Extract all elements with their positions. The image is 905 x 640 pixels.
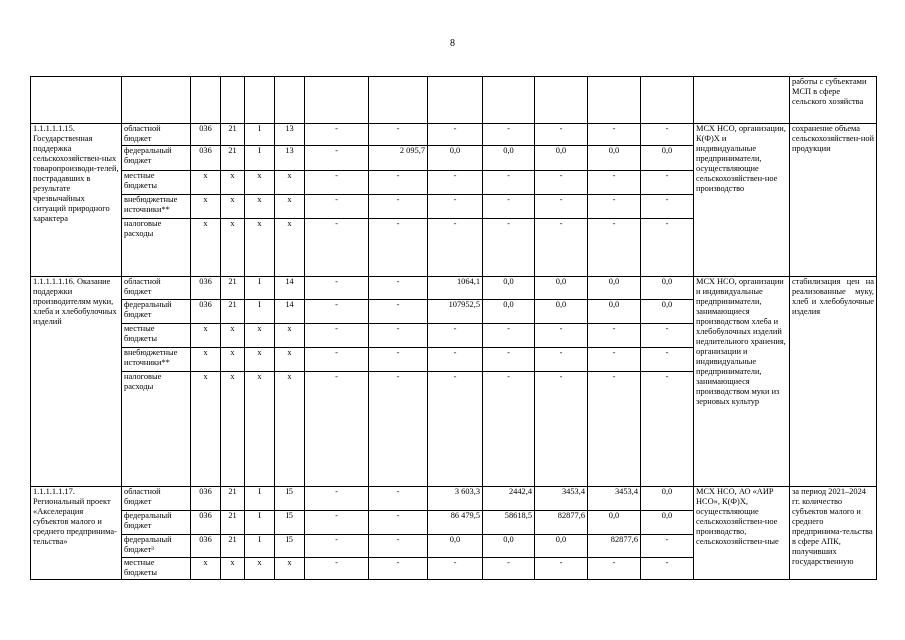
code-cell: 21 xyxy=(221,487,245,511)
value-cell: 86 479,5 xyxy=(428,511,483,535)
code-cell: 036 xyxy=(191,277,221,300)
value-cell: - xyxy=(305,372,369,487)
value-cell: 2 095,7 xyxy=(369,146,428,171)
result-cell: сохранение объема сельскохозяйствен-ной продукции xyxy=(790,124,877,277)
value-cell: 0,0 xyxy=(535,146,588,171)
value-cell: - xyxy=(535,558,588,580)
code-cell: 036 xyxy=(191,300,221,324)
executor-cell: МСХ НСО, АО «АИР НСО», К(Ф)Х, осуществляющие сельскохозяйствен-ное производство, сельскохозяйствен-ные xyxy=(694,487,790,580)
result-cell: стабилизация цен на реализованные муку, хлеб и хлебобулочные изделия xyxy=(790,277,877,487)
group-16 xyxy=(31,277,877,487)
source-cell: областной бюджет xyxy=(122,124,191,146)
value-cell: - xyxy=(535,124,588,146)
group-15 xyxy=(31,124,877,277)
value-cell: - xyxy=(483,558,535,580)
code-cell: x xyxy=(275,558,305,580)
code-cell: 14 xyxy=(275,300,305,324)
value-cell: - xyxy=(369,300,428,324)
code-cell: x xyxy=(191,219,221,277)
value-cell: - xyxy=(428,124,483,146)
code-cell: I xyxy=(245,487,275,511)
value-cell: - xyxy=(305,124,369,146)
code-cell: 21 xyxy=(221,511,245,535)
value-cell: 0,0 xyxy=(483,535,535,558)
code-cell: x xyxy=(275,171,305,195)
code-cell: 21 xyxy=(221,146,245,171)
code-cell: 21 xyxy=(221,277,245,300)
code-cell: I xyxy=(245,300,275,324)
measure-name: 1.1.1.1.1.16. Оказание поддержки производителям муки, хлеба и хлебобулочных изделий xyxy=(31,277,122,487)
value-cell: - xyxy=(483,171,535,195)
value-cell: 0,0 xyxy=(641,300,694,324)
value-cell: - xyxy=(588,348,641,372)
value-cell: - xyxy=(535,219,588,277)
value-cell: 0,0 xyxy=(641,277,694,300)
code-cell: x xyxy=(191,195,221,219)
code-cell: 036 xyxy=(191,487,221,511)
value-cell: 0,0 xyxy=(588,277,641,300)
value-cell: - xyxy=(305,535,369,558)
code-cell: x xyxy=(275,372,305,487)
source-cell: налоговые расходы xyxy=(122,372,191,487)
value-cell: - xyxy=(305,195,369,219)
source-cell: налоговые расходы xyxy=(122,219,191,277)
source-cell: федеральный бюджет xyxy=(122,511,191,535)
value-cell: - xyxy=(369,535,428,558)
code-cell: x xyxy=(221,348,245,372)
value-cell: - xyxy=(305,300,369,324)
value-cell: - xyxy=(641,324,694,348)
code-cell: 036 xyxy=(191,146,221,171)
source-cell: федеральный бюджет³ xyxy=(122,535,191,558)
value-cell: 3 603,3 xyxy=(428,487,483,511)
value-cell: - xyxy=(369,372,428,487)
value-cell: - xyxy=(588,372,641,487)
value-cell: 0,0 xyxy=(535,535,588,558)
value-cell: - xyxy=(535,348,588,372)
source-cell: местные бюджеты xyxy=(122,324,191,348)
code-cell: 036 xyxy=(191,511,221,535)
value-cell: - xyxy=(641,124,694,146)
value-cell: - xyxy=(428,324,483,348)
result-cell: работы с субъектами МСП в сфере сельского хозяйства xyxy=(790,77,877,124)
value-cell: - xyxy=(641,195,694,219)
value-cell: - xyxy=(369,124,428,146)
value-cell: 82877,6 xyxy=(588,535,641,558)
source-cell: областной бюджет xyxy=(122,487,191,511)
value-cell: 0,0 xyxy=(588,511,641,535)
value-cell: - xyxy=(369,348,428,372)
value-cell: 107952,5 xyxy=(428,300,483,324)
value-cell: - xyxy=(588,219,641,277)
value-cell: - xyxy=(641,348,694,372)
source-cell: областной бюджет xyxy=(122,277,191,300)
value-cell: - xyxy=(483,372,535,487)
measure-name: 1.1.1.1.1.15. Государственная поддержка сельскохозяйствен-ных товаропроизводи-телей, пострадавших в результате чрезвычайных ситуаций природного характера xyxy=(31,124,122,277)
code-cell: 036 xyxy=(191,535,221,558)
executor-cell: МСХ НСО, организации и индивидуальные предприниматели, занимающиеся производством хлеба и хлебобулочных изделий недлительного хранения, организации и индивидуальные предприниматели, занимающиеся производством муки из зерновых культур xyxy=(694,277,790,487)
value-cell: 2442,4 xyxy=(483,487,535,511)
code-cell: x xyxy=(245,171,275,195)
value-cell: - xyxy=(483,219,535,277)
code-cell: I xyxy=(245,124,275,146)
value-cell: 3453,4 xyxy=(588,487,641,511)
value-cell: - xyxy=(369,324,428,348)
code-cell: x xyxy=(275,324,305,348)
code-cell: 21 xyxy=(221,124,245,146)
value-cell: - xyxy=(428,219,483,277)
code-cell: x xyxy=(275,195,305,219)
code-cell: x xyxy=(245,219,275,277)
value-cell: - xyxy=(369,171,428,195)
value-cell: 0,0 xyxy=(428,146,483,171)
code-cell: x xyxy=(221,219,245,277)
value-cell: 1064,1 xyxy=(428,277,483,300)
value-cell: - xyxy=(641,219,694,277)
measure-name: 1.1.1.1.1.17. Региональный проект «Акселерация субъектов малого и среднего предпринима-тельства» xyxy=(31,487,122,580)
value-cell: - xyxy=(641,535,694,558)
value-cell: - xyxy=(305,219,369,277)
value-cell: 0,0 xyxy=(483,300,535,324)
code-cell: x xyxy=(191,372,221,487)
value-cell: 0,0 xyxy=(641,487,694,511)
code-cell: I5 xyxy=(275,487,305,511)
code-cell: x xyxy=(245,195,275,219)
code-cell: 21 xyxy=(221,535,245,558)
value-cell: - xyxy=(305,558,369,580)
value-cell: - xyxy=(535,372,588,487)
code-cell: 036 xyxy=(191,124,221,146)
value-cell: - xyxy=(428,171,483,195)
value-cell: - xyxy=(305,171,369,195)
result-cell: за период 2021–2024 гг. количество субъектов малого и среднего предпринима-тельства в сфере АПК, получивших государственную xyxy=(790,487,877,580)
code-cell: I5 xyxy=(275,535,305,558)
code-cell: x xyxy=(191,348,221,372)
value-cell: - xyxy=(305,348,369,372)
code-cell: x xyxy=(245,372,275,487)
value-cell: 0,0 xyxy=(641,146,694,171)
value-cell: - xyxy=(369,558,428,580)
value-cell: - xyxy=(535,171,588,195)
source-cell: федеральный бюджет xyxy=(122,146,191,171)
value-cell: - xyxy=(483,195,535,219)
value-cell: - xyxy=(588,124,641,146)
value-cell: - xyxy=(588,171,641,195)
code-cell: x xyxy=(275,219,305,277)
group-17 xyxy=(31,487,877,580)
source-cell: внебюджетные источники** xyxy=(122,195,191,219)
value-cell: - xyxy=(428,372,483,487)
financing-table xyxy=(30,76,877,580)
value-cell: - xyxy=(305,487,369,511)
value-cell: 0,0 xyxy=(588,146,641,171)
code-cell: I xyxy=(245,146,275,171)
code-cell: x xyxy=(245,558,275,580)
value-cell: 0,0 xyxy=(588,300,641,324)
source-cell: федеральный бюджет xyxy=(122,300,191,324)
value-cell: 82877,6 xyxy=(535,511,588,535)
value-cell: 0,0 xyxy=(483,277,535,300)
source-cell: местные бюджеты xyxy=(122,171,191,195)
value-cell: - xyxy=(483,124,535,146)
value-cell: - xyxy=(428,195,483,219)
code-cell: x xyxy=(221,195,245,219)
value-cell: - xyxy=(535,195,588,219)
code-cell: x xyxy=(221,558,245,580)
value-cell: - xyxy=(641,372,694,487)
value-cell: 0,0 xyxy=(483,146,535,171)
code-cell: I xyxy=(245,535,275,558)
value-cell: - xyxy=(305,146,369,171)
value-cell: - xyxy=(483,324,535,348)
value-cell: 58618,5 xyxy=(483,511,535,535)
code-cell: x xyxy=(221,372,245,487)
source-cell: внебюджетные источники** xyxy=(122,348,191,372)
executor-cell: МСХ НСО, организации, К(Ф)Х и индивидуальные предприниматели, осуществляющие сельскохозяйствен-ное производство xyxy=(694,124,790,277)
code-cell: 21 xyxy=(221,300,245,324)
value-cell: - xyxy=(428,348,483,372)
value-cell: - xyxy=(535,324,588,348)
value-cell: - xyxy=(588,558,641,580)
value-cell: - xyxy=(369,219,428,277)
value-cell: 0,0 xyxy=(641,511,694,535)
value-cell: - xyxy=(369,487,428,511)
code-cell: x xyxy=(191,324,221,348)
code-cell: I5 xyxy=(275,511,305,535)
value-cell: - xyxy=(305,511,369,535)
value-cell: - xyxy=(305,324,369,348)
code-cell: x xyxy=(275,348,305,372)
value-cell: - xyxy=(369,277,428,300)
value-cell: - xyxy=(483,348,535,372)
top-row xyxy=(31,77,877,124)
value-cell: - xyxy=(588,195,641,219)
code-cell: x xyxy=(245,348,275,372)
value-cell: - xyxy=(641,558,694,580)
value-cell: 0,0 xyxy=(535,300,588,324)
page-number: 8 xyxy=(450,38,455,49)
source-cell: местные бюджеты xyxy=(122,558,191,580)
code-cell: x xyxy=(221,324,245,348)
code-cell: 13 xyxy=(275,146,305,171)
value-cell: 0,0 xyxy=(428,535,483,558)
value-cell: - xyxy=(428,558,483,580)
value-cell: - xyxy=(369,511,428,535)
value-cell: 0,0 xyxy=(535,277,588,300)
code-cell: x xyxy=(245,324,275,348)
code-cell: 14 xyxy=(275,277,305,300)
code-cell: I xyxy=(245,511,275,535)
code-cell: x xyxy=(191,171,221,195)
value-cell: 3453,4 xyxy=(535,487,588,511)
value-cell: - xyxy=(641,171,694,195)
value-cell: - xyxy=(305,277,369,300)
value-cell: - xyxy=(588,324,641,348)
code-cell: I xyxy=(245,277,275,300)
code-cell: 13 xyxy=(275,124,305,146)
value-cell: - xyxy=(369,195,428,219)
code-cell: x xyxy=(191,558,221,580)
code-cell: x xyxy=(221,171,245,195)
